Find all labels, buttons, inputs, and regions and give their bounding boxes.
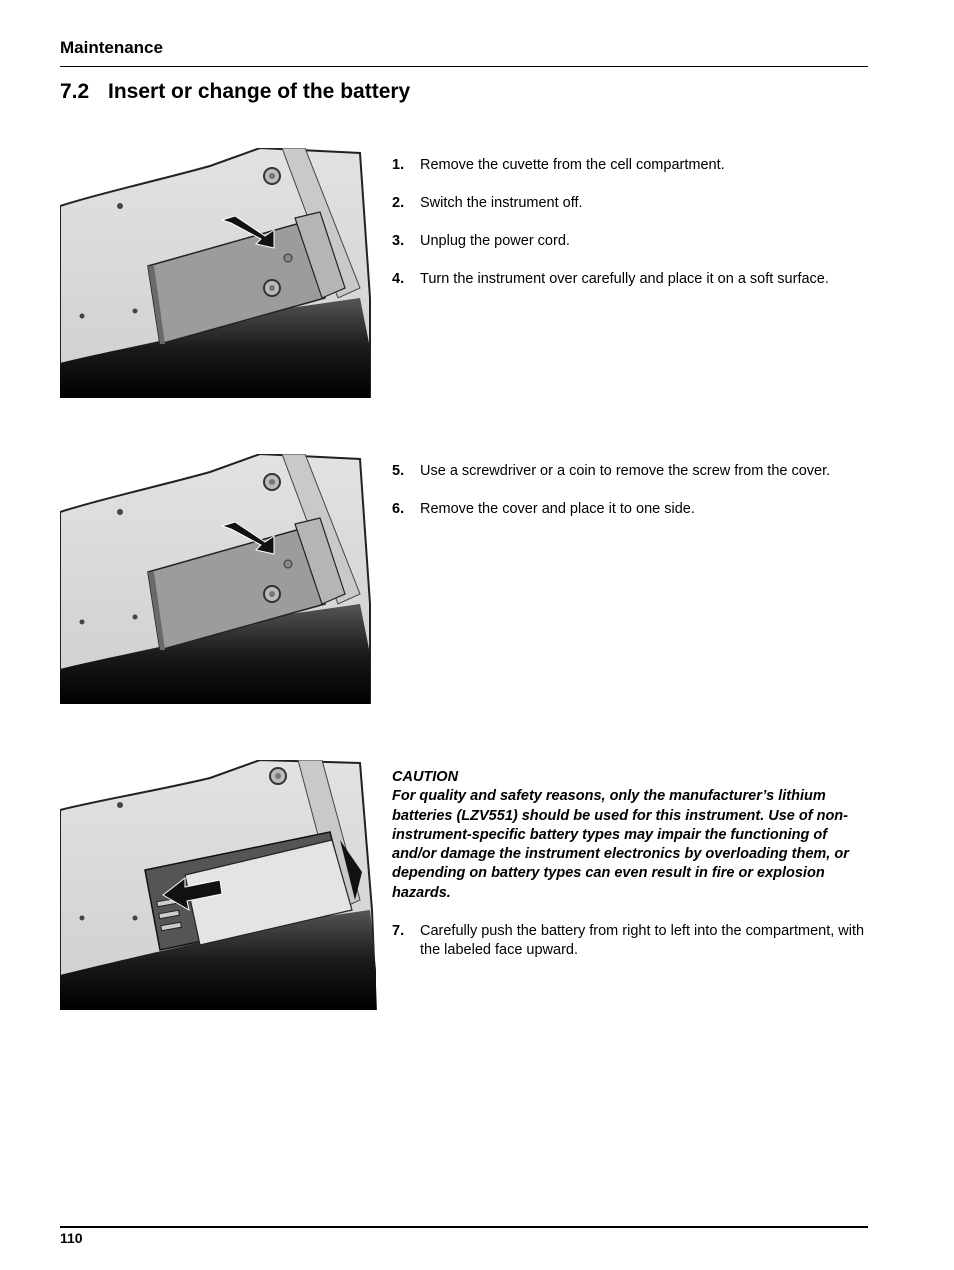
step-number: 7.: [392, 923, 405, 939]
section-number: 7.2: [60, 80, 90, 103]
step-item: [392, 194, 870, 213]
step-item: [392, 462, 870, 481]
step-item: [392, 922, 870, 960]
caution-notice: [392, 768, 870, 903]
step-item: [392, 232, 870, 251]
step-number: 2.: [392, 195, 405, 211]
step-text: Remove the cuvette from the cell compartment.: [420, 157, 725, 173]
step-item: [392, 500, 870, 519]
instrument-cover-closed-figure: [60, 148, 372, 398]
instrument-cover-screw-figure: [60, 454, 372, 704]
step-text: Remove the cover and place it to one side.: [420, 501, 695, 517]
steps-group-3: [392, 922, 870, 979]
section-header: Maintenance: [60, 38, 868, 67]
step-text: Use a screwdriver or a coin to remove the screw from the cover.: [420, 463, 831, 479]
step-number: 1.: [392, 157, 405, 173]
step-text: Turn the instrument over carefully and place it on a soft surface.: [420, 271, 829, 287]
step-number: 3.: [392, 233, 405, 249]
caution-text: For quality and safety reasons, only the manufacturer’s lithium batteries (LZV551) should be used for this instrument. Use of non-instrument-specific battery types may impair the functioning of and/or damage the instrument electronics by overloading them, or depending on battery types can even result in fire or explosion hazards.: [392, 788, 849, 901]
footer-rule: [60, 1226, 868, 1228]
step-number: 4.: [392, 271, 405, 287]
section-title: [60, 80, 410, 104]
step-text: Carefully push the battery from right to left into the compartment, with the labeled face upward.: [420, 923, 865, 958]
step-item: [392, 156, 870, 175]
battery-insertion-figure: [60, 760, 378, 1010]
step-number: 6.: [392, 501, 405, 517]
step-number: 5.: [392, 463, 405, 479]
page-number: 110: [60, 1230, 83, 1246]
steps-group-2: [392, 462, 870, 538]
step-item: [392, 270, 870, 289]
caution-label: CAUTION: [392, 769, 459, 785]
section-title-text: Insert or change of the battery: [108, 80, 411, 103]
step-text: Unplug the power cord.: [420, 233, 570, 249]
step-text: Switch the instrument off.: [420, 195, 583, 211]
steps-group-1: [392, 156, 870, 308]
